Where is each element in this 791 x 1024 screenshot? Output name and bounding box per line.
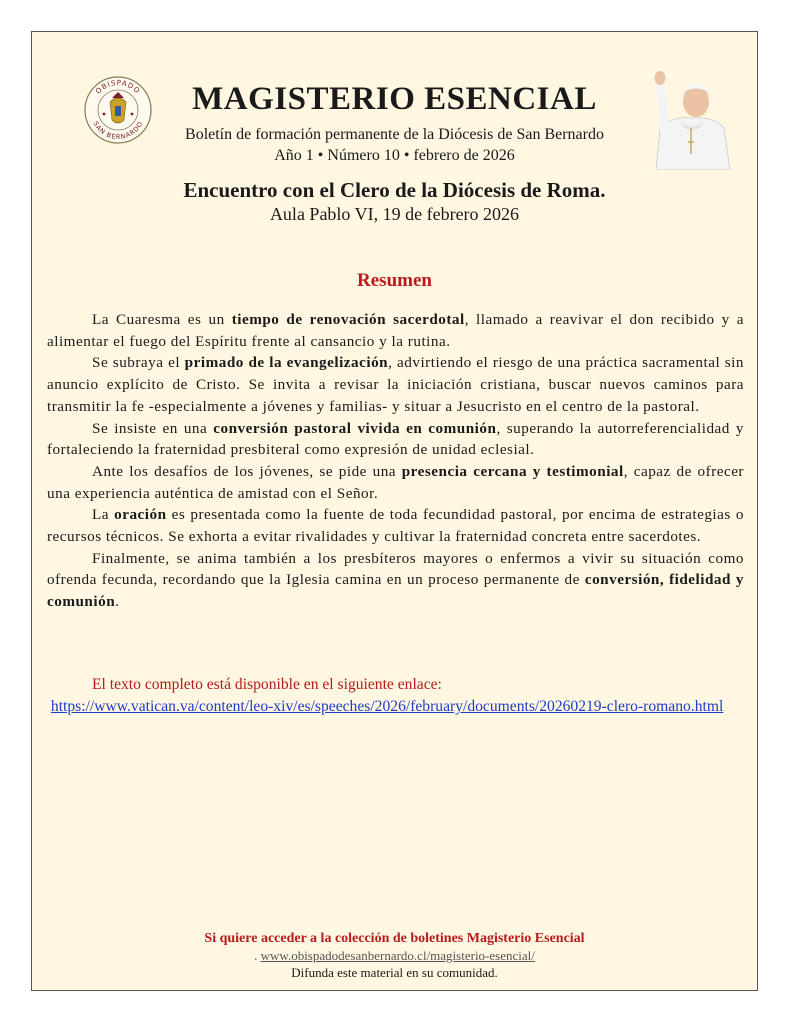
full-text-label: El texto completo está disponible en el siguiente enlace: xyxy=(92,676,442,693)
full-text-link-block xyxy=(47,674,744,718)
bulletin-subtitle: Boletín de formación permanente de la Diócesis de San Bernardo xyxy=(185,126,604,143)
summary-body xyxy=(47,309,744,613)
issue-info: Año 1 • Número 10 • febrero de 2026 xyxy=(274,147,515,164)
footer-share-text: Difunda este material en su comunidad. xyxy=(291,965,498,980)
bulletin-page xyxy=(31,31,758,991)
footer-collection-text: Si quiere acceder a la colección de boletines Magisterio Esencial xyxy=(204,931,585,946)
summary-paragraph-5: La oración es presentada como la fuente de toda fecundidad pastoral, por encima de estrategias o recursos técnicos. Se exhorta a evitar rivalidades y cultivar la fraternidad concreta entre sacerdotes. xyxy=(47,506,744,546)
collection-link[interactable]: www.obispadodesanbernardo.cl/magisterio-esencial/ xyxy=(260,948,535,963)
event-place-date: Aula Pablo VI, 19 de febrero 2026 xyxy=(269,204,520,224)
event-title: Encuentro con el Clero de la Diócesis de Roma. xyxy=(183,178,606,202)
summary-paragraph-1: La Cuaresma es un tiempo de renovación sacerdotal, llamado a reavivar el don recibido y a alimentar el fuego del Espíritu frente al cansancio y la rutina. xyxy=(47,311,744,350)
full-text-link[interactable]: https://www.vatican.va/content/leo-xiv/es/speeches/2026/february/documents/20260219-clero-romano.html xyxy=(50,698,724,715)
footer xyxy=(32,930,757,981)
summary-paragraph-2: Se subraya el primado de la evangelización, advirtiendo el riesgo de una práctica sacramental sin anuncio explícito de Cristo. Se invita a revisar la iniciación cristiana, buscar nuevos caminos para transmitir la fe -especialmente a jóvenes y familias- y situar a Jesucristo en el centro de la pastoral. xyxy=(47,354,744,415)
seal-top-text: OBISPADO xyxy=(94,78,142,96)
summary-heading: Resumen xyxy=(357,270,432,291)
footer-link-line: . www.obispadodesanbernardo.cl/magisterio-esencial/ xyxy=(254,948,535,963)
seal-bottom-text: SAN BERNARDO xyxy=(91,119,145,142)
masthead xyxy=(32,80,757,166)
summary-paragraph-3: Se insiste en una conversión pastoral vivida en comunión, superando la autorreferencialidad y fortaleciendo la fraternidad presbiteral como expresión de unidad eclesial. xyxy=(47,419,744,459)
event-header xyxy=(32,177,757,225)
summary-paragraph-6: Finalmente, se anima también a los presbíteros mayores o enfermos a vivir su situación como ofrenda fecunda, recordando que la Iglesia camina en un proceso permanente de conversión, fidelidad y comunión. xyxy=(47,549,744,611)
summary-paragraph-4: Ante los desafíos de los jóvenes, se pide una presencia cercana y testimonial, capaz de ofrecer una experiencia auténtica de amistad con el Señor. xyxy=(47,462,744,502)
bulletin-title: MAGISTERIO ESENCIAL xyxy=(192,81,597,117)
